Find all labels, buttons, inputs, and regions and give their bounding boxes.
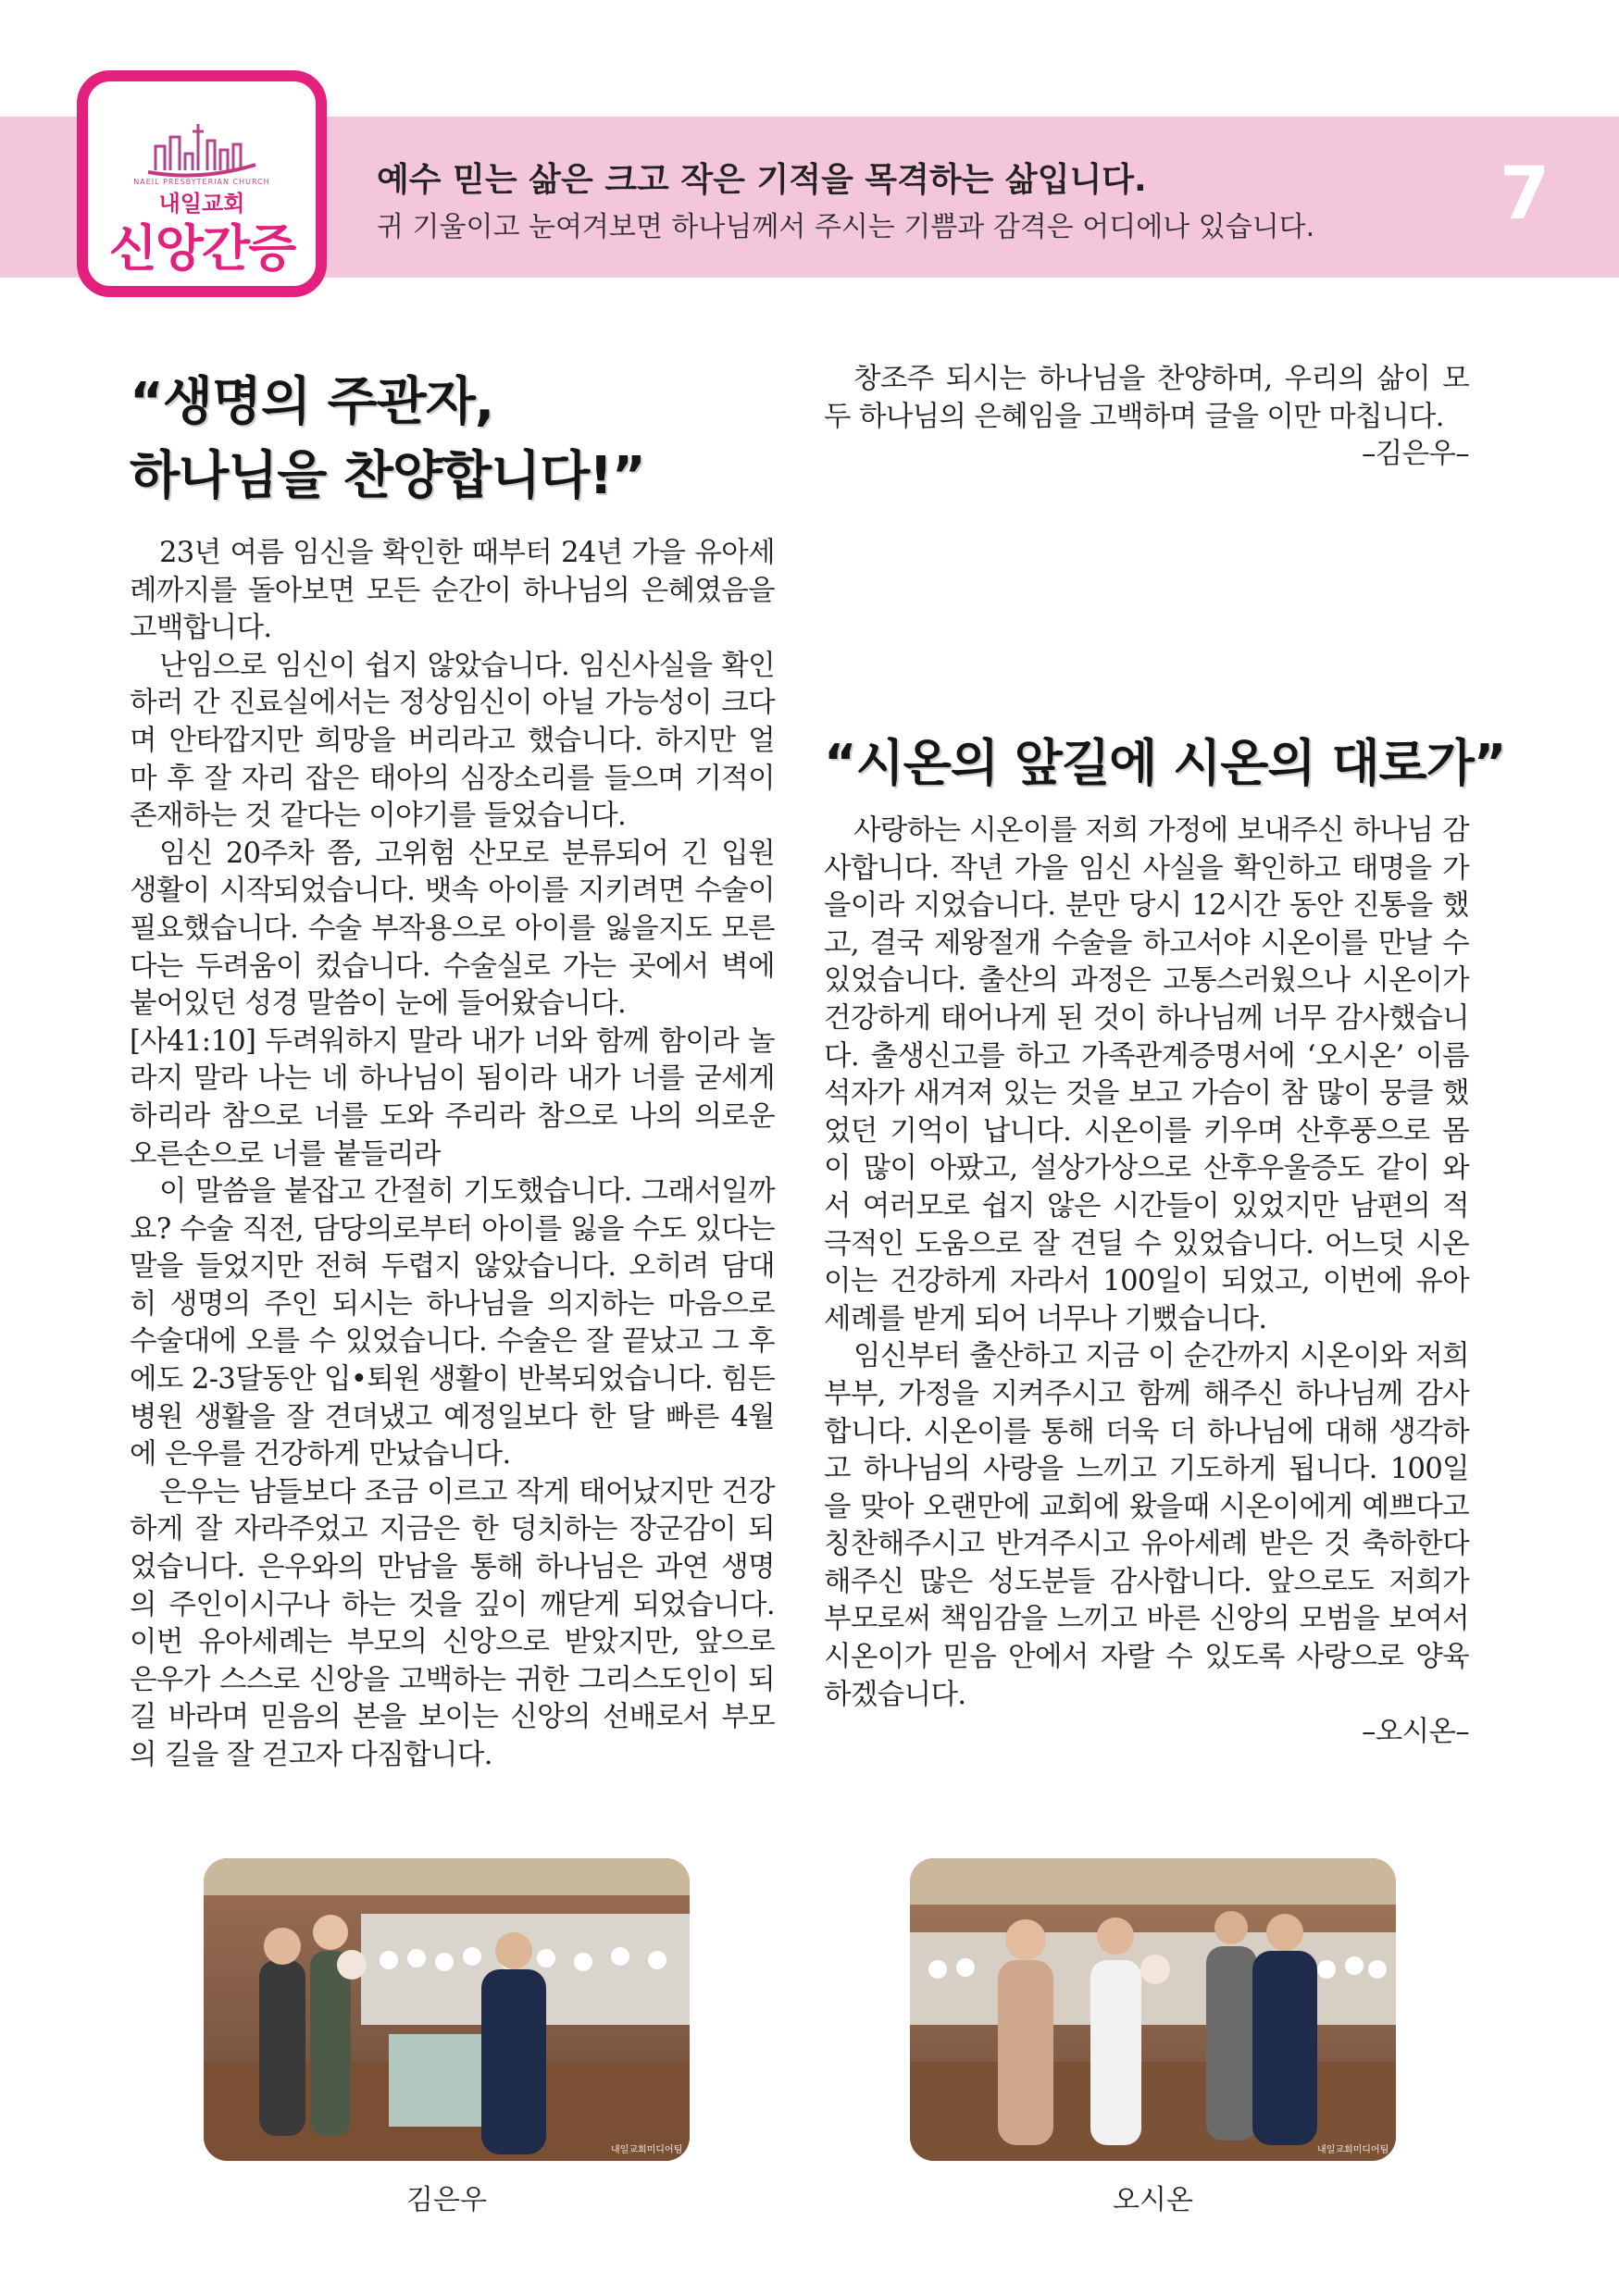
article1-paragraph: 이 말씀을 붙잡고 간절히 기도했습니다. 그래서일까요? 수술 직전, 담당의로부터 아이를 잃을 수도 있다는 말을 들었지만 전혀 두렵지 않았습니다. 오히려 담대히 생명의 주인 되시는 하나님을 의지하는 마음으로 수술대에 오를 수 있었습니다. 수술은 잘 끝났고 그 후에도 2-3달동안 입•퇴원 생활이 반복되었습니다. 힘든 병원 생활을 잘 견뎌냈고 예정일보다 한 달 빠른 4월에 은우를 건강하게 만났습니다.	[130, 1175, 775, 1471]
article2-paragraph: 임신부터 출산하고 지금 이 순간까지 시온이와 저희 부부, 가정을 지켜주시고 함께 해주신 하나님께 감사합니다. 시온이를 통해 더욱 더 하나님에 대해 생각하고 하나님의 사랑을 느끼고 기도하게 됩니다. 100일을 맞아 오랜만에 교회에 왔을때 시온이에게 예쁘다고 칭찬해주시고 반겨주시고 유아세례 받은 것 축하한다 해주신 많은 성도분들 감사합니다. 앞으로도 저희가 부모로써 책임감을 느끼고 바른 신앙의 모범을 보여서 시온이가 믿음 안에서 자랄 수 있도록 사랑으로 양육하겠습니다.	[824, 1340, 1469, 1711]
logo-church-name: 내일교회	[158, 191, 245, 217]
article1-paragraph: 난임으로 임신이 쉽지 않았습니다. 임신사실을 확인하러 간 진료실에서는 정상임신이 아닐 가능성이 크다며 안타깝지만 희망을 버리라고 했습니다. 하지만 얼마 후 잘 자리 잡은 태아의 심장소리를 들으며 기적이 존재하는 것 같다는 이야기를 들었습니다.	[130, 649, 775, 833]
article1-signature: –김은우–	[1362, 438, 1469, 471]
section-title: 신앙간증	[108, 219, 295, 278]
baptism-photo-1	[204, 1858, 690, 2161]
baptism-scene-1	[204, 1858, 690, 2161]
page-headline: 예수 믿는 삶은 크고 작은 기적을 목격하는 삶입니다.	[377, 161, 1147, 199]
photo-watermark-1: 내일교회미디어팀	[611, 2145, 683, 2155]
article1-scripture: [사41:10] 두려워하지 말라 내가 너와 함께 함이라 놀라지 말라 나는 네 하나님이 됨이라 내가 너를 굳세게 하리라 참으로 너를 도와 주리라 참으로 나의 의로운 오른손으로 너를 붙들리라	[130, 1024, 775, 1171]
article1-paragraph: 창조주 되시는 하나님을 찬양하며, 우리의 삶이 모두 하나님의 은혜임을 고백하며 글을 이만 마칩니다.	[824, 363, 1469, 433]
baptism-scene-2	[910, 1858, 1396, 2161]
church-skyline-icon	[146, 118, 257, 178]
page-number: 7	[1500, 153, 1551, 236]
article2-paragraph: 사랑하는 시온이를 저희 가정에 보내주신 하나님 감사합니다. 작년 가을 임신 사실을 확인하고 태명을 가을이라 지었습니다. 분만 당시 12시간 동안 진통을 했고, 결국 제왕절개 수술을 하고서야 시온이를 만날 수 있었습니다. 출산의 과정은 고통스러웠으나 시온이가 건강하게 태어나게 된 것이 하나님께 너무 감사했습니다. 출생신고를 하고 가족관계증명서에 ‘오시온’ 이름 석자가 새겨져 있는 것을 보고 가슴이 참 많이 뭉클 했었던 기억이 납니다. 시온이를 키우며 산후풍으로 몸이 많이 아팠고, 설상가상으로 산후우울증도 같이 와서 여러모로 쉽지 않은 시간들이 있었지만 남편의 적극적인 도움으로 잘 견딜 수 있었습니다. 어느덧 시온이는 건강하게 자라서 100일이 되었고, 이번에 유아세례를 받게 되어 너무나 기뻤습니다.	[824, 814, 1469, 1335]
article2-title: “시온의 앞길에 시온의 대로가”	[824, 734, 1506, 792]
photo-caption-2: 오시온	[1113, 2184, 1193, 2216]
logo-small-text: NAEIL PRESBYTERIAN CHURCH	[133, 178, 270, 186]
photo-watermark-2: 내일교회미디어팀	[1317, 2145, 1389, 2155]
article1-body	[130, 535, 775, 1775]
photo-caption-1: 김은우	[406, 2184, 487, 2216]
article1-paragraph: 23년 여름 임신을 확인한 때부터 24년 가을 유아세례까지를 돌아보면 모든 순간이 하나님의 은혜였음을 고백합니다.	[130, 537, 775, 645]
article1-paragraph: 은우는 남들보다 조금 이르고 작게 태어났지만 건강하게 잘 자라주었고 지금은 한 덩치하는 장군감이 되었습니다. 은우와의 만남을 통해 하나님은 과연 생명의 주인이시구나 하는 것을 깊이 깨닫게 되었습니다. 이번 유아세례는 부모의 신앙으로 받았지만, 앞으로 은우가 스스로 신앙을 고백하는 귀한 그리스도인이 되길 바라며 믿음의 본을 보이는 신앙의 선배로서 부모의 길을 잘 걷고자 다짐합니다.	[130, 1475, 775, 1771]
article1-title	[130, 366, 645, 514]
article1-title-line2: 하나님을 찬양합니다!”	[130, 446, 645, 506]
article2-signature: –오시온–	[1362, 1716, 1469, 1749]
article1-body-continued	[824, 361, 1469, 474]
article1-paragraph: 임신 20주차 쯤, 고위험 산모로 분류되어 긴 입원 생활이 시작되었습니다. 뱃속 아이를 지키려면 수술이 필요했습니다. 수술 부작용으로 아이를 잃을지도 모른다는 두려움이 컸습니다. 수술실로 가는 곳에서 벽에 붙어있던 성경 말씀이 눈에 들어왔습니다.	[130, 837, 775, 1021]
article2-body	[824, 813, 1469, 1752]
article1-title-line1: “생명의 주관자,	[130, 372, 494, 432]
page-subline: 귀 기울이고 눈여겨보면 하나님께서 주시는 기쁨과 감격은 어디에나 있습니다.	[377, 211, 1315, 243]
section-logo	[77, 70, 327, 297]
baptism-photo-2	[910, 1858, 1396, 2161]
